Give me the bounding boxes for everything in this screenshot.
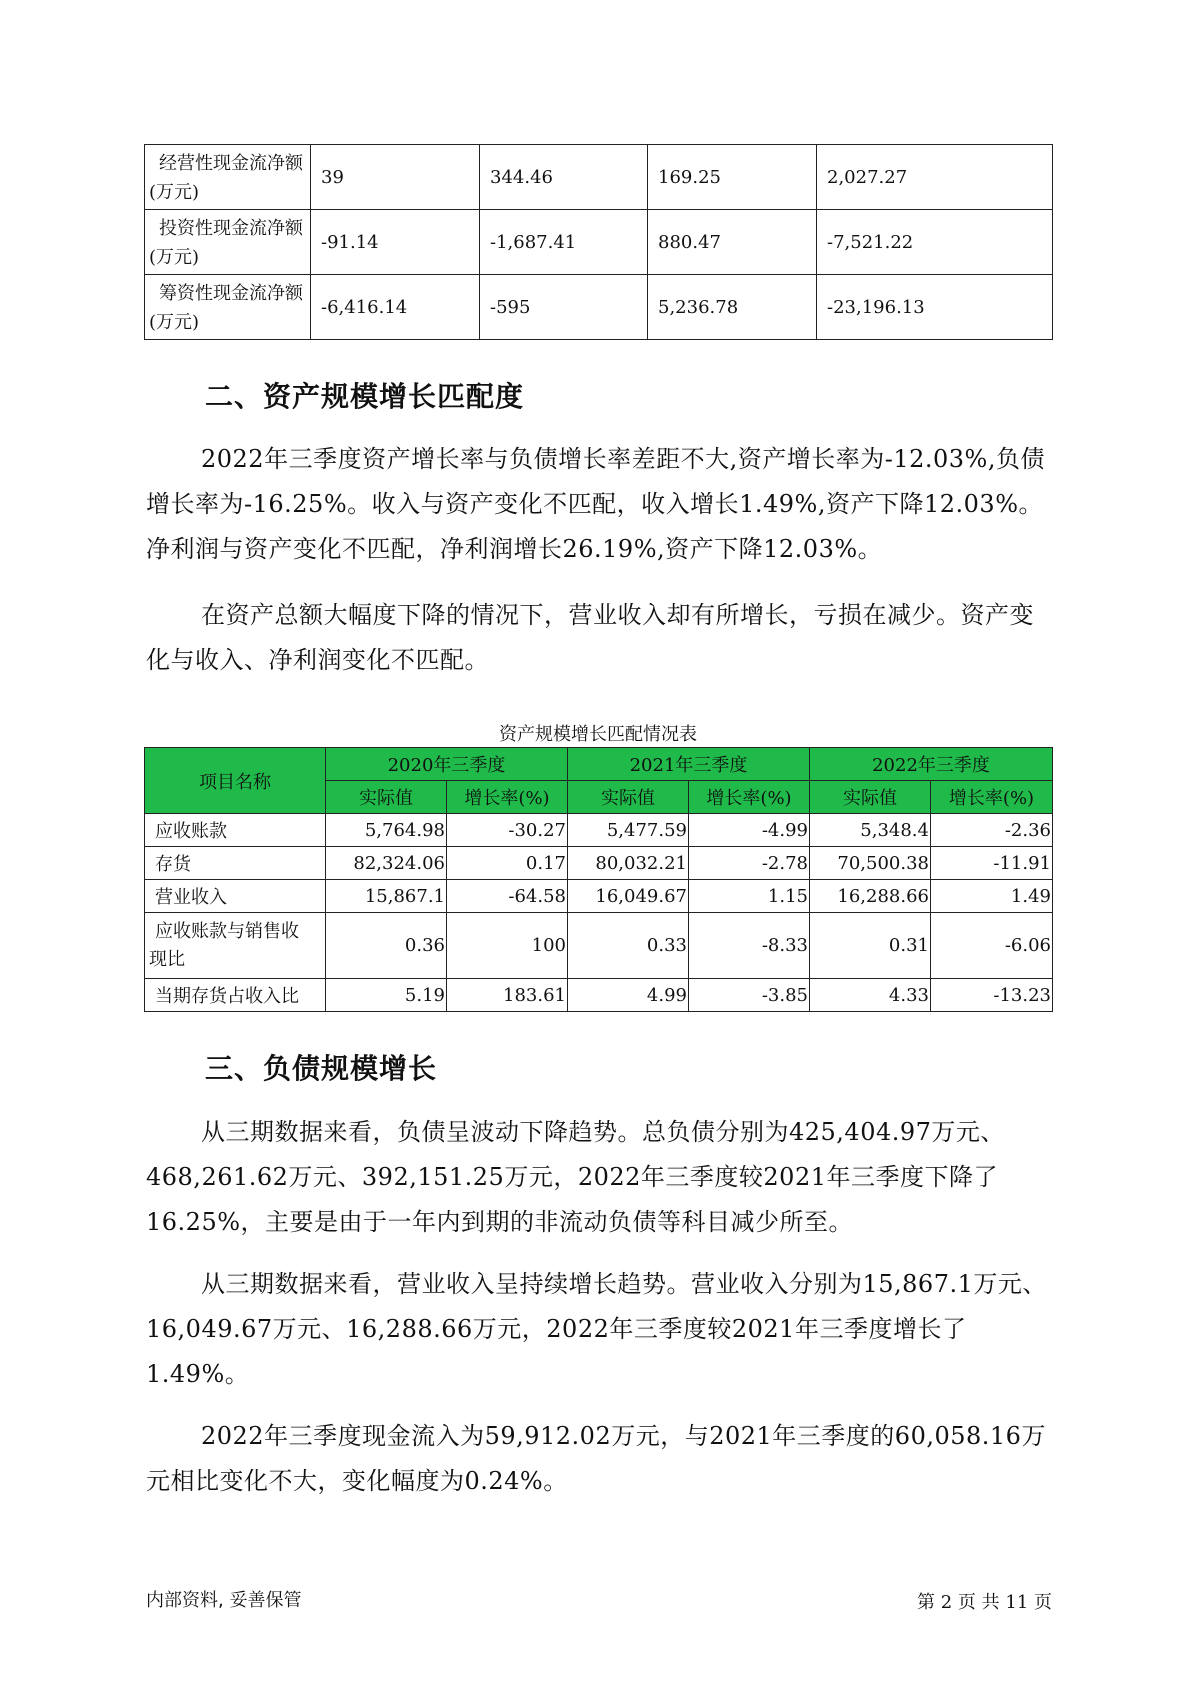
table-row [145, 275, 1053, 340]
table-row [145, 979, 1053, 1012]
cell-value: -8.33 [689, 913, 810, 979]
cell-value: 15,867.1 [326, 880, 447, 913]
cell-value: 5.19 [326, 979, 447, 1012]
row-label: 筹资性现金流净额 (万元) [145, 275, 311, 340]
cell-value: -595 [480, 275, 648, 340]
table-row [145, 880, 1053, 913]
table-row [145, 847, 1053, 880]
cell-value: 0.33 [568, 913, 689, 979]
row-label: 经营性现金流净额 (万元) [145, 145, 311, 210]
header-growth: 增长率(%) [447, 781, 568, 814]
cell-value: 344.46 [480, 145, 648, 210]
paragraph: 2022年三季度现金流入为59,912.02万元，与2021年三季度的60,058.16万元相比变化不大，变化幅度为0.24%。 [146, 1422, 1046, 1495]
header-growth: 增长率(%) [689, 781, 810, 814]
header-period: 2021年三季度 [568, 748, 810, 781]
cell-value: -1,687.41 [480, 210, 648, 275]
table-caption: 资产规模增长匹配情况表 [499, 724, 697, 745]
cell-value: -4.99 [689, 814, 810, 847]
cell-value: 5,477.59 [568, 814, 689, 847]
cell-value: -64.58 [447, 880, 568, 913]
cell-value: -11.91 [931, 847, 1053, 880]
cell-value: 0.36 [326, 913, 447, 979]
header-period: 2022年三季度 [810, 748, 1053, 781]
paragraph: 在资产总额大幅度下降的情况下，营业收入却有所增长，亏损在减少。资产变化与收入、净利润变化不匹配。 [146, 601, 1034, 674]
header-period: 2020年三季度 [326, 748, 568, 781]
cell-value: -30.27 [447, 814, 568, 847]
cell-value: 183.61 [447, 979, 568, 1012]
row-label: 投资性现金流净额 (万元) [145, 210, 311, 275]
row-label: 应收账款与销售收 现比 [145, 913, 326, 979]
table-header-row [145, 748, 1053, 781]
cell-value: 70,500.38 [810, 847, 931, 880]
footer-confidential-note: 内部资料, 妥善保管 [146, 1590, 302, 1611]
cell-value: 82,324.06 [326, 847, 447, 880]
cell-value: 880.47 [648, 210, 817, 275]
cell-value: -91.14 [311, 210, 480, 275]
cashflow-table [144, 144, 1053, 340]
cell-value: -23,196.13 [817, 275, 1053, 340]
header-actual: 实际值 [568, 781, 689, 814]
section-heading-liability-growth: 三、负债规模增长 [205, 1052, 438, 1085]
row-label: 当期存货占收入比 [145, 979, 326, 1012]
cell-value: -6.06 [931, 913, 1053, 979]
row-label: 应收账款 [145, 814, 326, 847]
header-item-name: 项目名称 [145, 748, 326, 814]
cell-value: 2,027.27 [817, 145, 1053, 210]
table-row [145, 210, 1053, 275]
cell-value: 169.25 [648, 145, 817, 210]
cell-value: -3.85 [689, 979, 810, 1012]
paragraph: 从三期数据来看，负债呈波动下降趋势。总负债分别为425,404.97万元、468,261.62万元、392,151.25万元，2022年三季度较2021年三季度下降了16.25%，主要是由于一年内到期的非流动负债等科目减少所至。 [146, 1118, 1005, 1236]
section-heading-asset-matching: 二、资产规模增长匹配度 [205, 380, 525, 413]
cell-value: 0.31 [810, 913, 931, 979]
cell-value: 39 [311, 145, 480, 210]
header-actual: 实际值 [326, 781, 447, 814]
cell-value: -13.23 [931, 979, 1053, 1012]
table-row [145, 145, 1053, 210]
cell-value: 4.99 [568, 979, 689, 1012]
cell-value: 5,764.98 [326, 814, 447, 847]
cell-value: -2.78 [689, 847, 810, 880]
paragraph: 从三期数据来看，营业收入呈持续增长趋势。营业收入分别为15,867.1万元、16,049.67万元、16,288.66万元，2022年三季度较2021年三季度增长了1.49%。 [146, 1270, 1047, 1388]
cell-value: 0.17 [447, 847, 568, 880]
cell-value: 1.49 [931, 880, 1053, 913]
cell-value: 16,288.66 [810, 880, 931, 913]
cell-value: 80,032.21 [568, 847, 689, 880]
row-label: 存货 [145, 847, 326, 880]
cell-value: 100 [447, 913, 568, 979]
footer-page-number: 第 2 页 共 11 页 [917, 1592, 1052, 1613]
header-actual: 实际值 [810, 781, 931, 814]
cell-value: 1.15 [689, 880, 810, 913]
header-growth: 增长率(%) [931, 781, 1053, 814]
cell-value: 4.33 [810, 979, 931, 1012]
asset-matching-table [144, 747, 1053, 1012]
paragraph: 2022年三季度资产增长率与负债增长率差距不大,资产增长率为-12.03%,负债增长率为-16.25%。收入与资产变化不匹配，收入增长1.49%,资产下降12.03%。净利润与资产变化不匹配，净利润增长26.19%,资产下降12.03%。 [146, 445, 1045, 563]
cell-value: 16,049.67 [568, 880, 689, 913]
cell-value: -2.36 [931, 814, 1053, 847]
cell-value: 5,236.78 [648, 275, 817, 340]
cell-value: -7,521.22 [817, 210, 1053, 275]
cell-value: 5,348.4 [810, 814, 931, 847]
cell-value: -6,416.14 [311, 275, 480, 340]
table-row [145, 913, 1053, 979]
row-label: 营业收入 [145, 880, 326, 913]
table-row [145, 814, 1053, 847]
